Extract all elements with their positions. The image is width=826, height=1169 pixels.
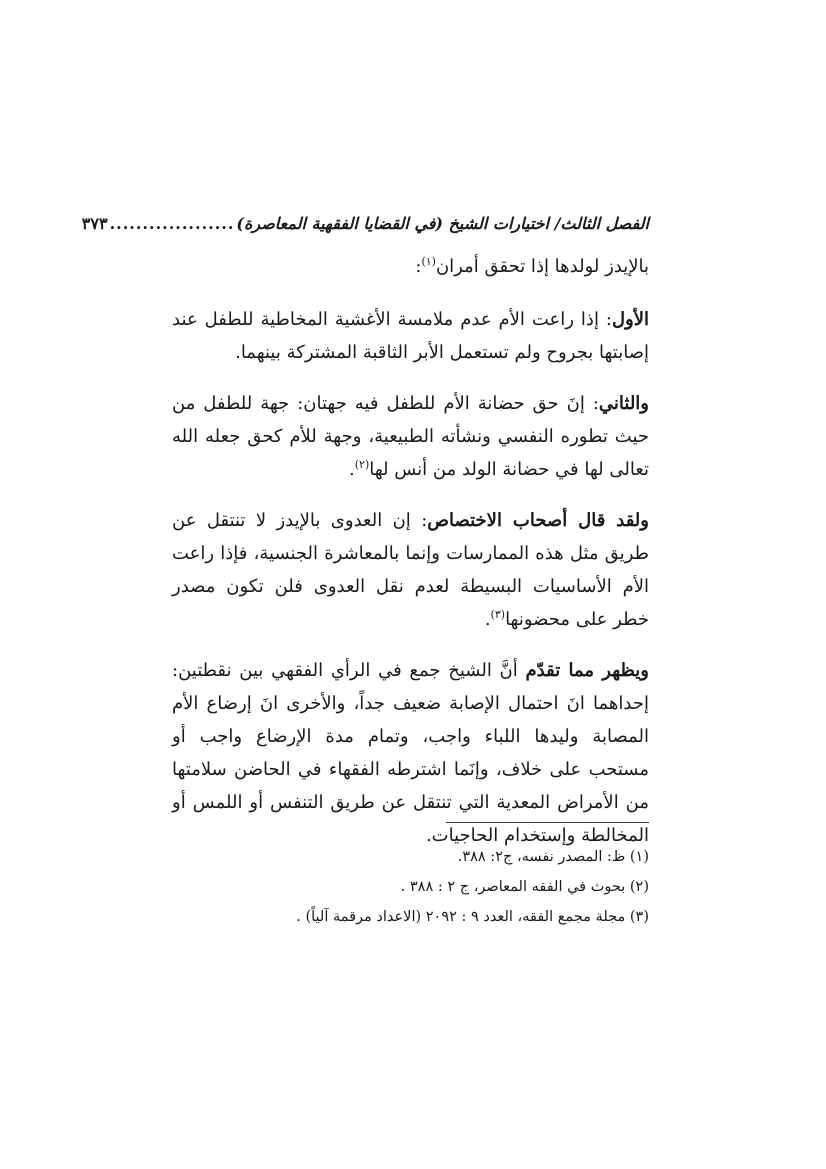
footnote-ref: (١) bbox=[421, 255, 436, 268]
paragraph-lead: ويظهر مما تقدّم bbox=[525, 660, 649, 681]
paragraph-specialists bbox=[172, 504, 649, 636]
paragraph-first-condition bbox=[172, 303, 649, 369]
header-title: الفصل الثالث/ اختيارات الشيخ (في القضايا الفقهية المعاصرة) bbox=[236, 214, 649, 233]
footnote-ref: (٢) bbox=[354, 458, 370, 471]
paragraph-text: : إن العدوى بالإيدز لا تنتقل عن طريق مثل هذه الممارسات وإنما بالمعاشرة الجنسية، فإذا راعت الأم الأساسيات البسيطة لعدم نقل العدوى فلن تكون مصدر خطر على محضونها bbox=[172, 510, 649, 630]
paragraph-tail: . bbox=[348, 459, 355, 480]
paragraph-lead: والثاني bbox=[598, 393, 649, 414]
footnote-separator bbox=[446, 822, 649, 823]
paragraph-tail: . bbox=[484, 609, 491, 630]
paragraph-lead: ولقد قال أصحاب الاختصاص bbox=[427, 510, 649, 531]
paragraph-intro bbox=[172, 250, 649, 283]
paragraph-lead: الأول bbox=[611, 309, 649, 330]
paragraph-text: : إذا راعت الأم عدم ملامسة الأغشية المخاطية للطفل عند إصابتها بجروح ولم تستعمل الأبر الثاقبة المشتركة بينهما. bbox=[172, 309, 649, 363]
footnote-ref: (٣) bbox=[490, 608, 506, 621]
paragraph-second-condition bbox=[172, 387, 649, 486]
header-leader-dots: ................... bbox=[109, 214, 235, 233]
footnote-item: (١) ظ: المصدر نفسه، ج٢: ٣٨٨. bbox=[457, 849, 649, 865]
paragraph-text: بالإيدز لولدها إذا تحقق أمران bbox=[435, 256, 649, 277]
footnote-item: (٢) بحوث في الفقه المعاصر، ج ٢ : ٣٨٨ . bbox=[400, 879, 649, 895]
paragraph-text: أنَّ الشيخ جمع في الرأي الفقهي بين نقطتين: إحداهما انَ احتمال الإصابة ضعيف جداً، والأخرى انَ إرضاع الأم المصابة وليدها اللباء واجب، وتمام مدة الإرضاع واجب أو مستحب على خلاف، وإنَما اشترطه الفقهاء في الحاضن سلامتها من الأمراض المعدية التي تنتقل عن طريق التنفس أو اللمس أو المخالطة وإستخدام الحاجيات. bbox=[172, 660, 649, 846]
page-number: ٣٧٣ bbox=[81, 214, 108, 233]
footnotes bbox=[172, 842, 649, 932]
footnote-item: (٣) مجلة مجمع الفقه، العدد ٩ : ٢٠٩٢ (الاعداد مرقمة آلياً) . bbox=[296, 909, 649, 925]
paragraph-tail: : bbox=[415, 256, 422, 277]
running-header bbox=[81, 214, 649, 233]
main-text bbox=[172, 250, 649, 870]
paragraph-text: : إنَ حق حضانة الأم للطفل فيه جهتان: جهة للطفل من حيث تطوره النفسي ونشأته الطبيعية، وجهة للأم كحق جعله الله تعالى لها في حضانة الولد من أنس لها bbox=[172, 393, 649, 480]
